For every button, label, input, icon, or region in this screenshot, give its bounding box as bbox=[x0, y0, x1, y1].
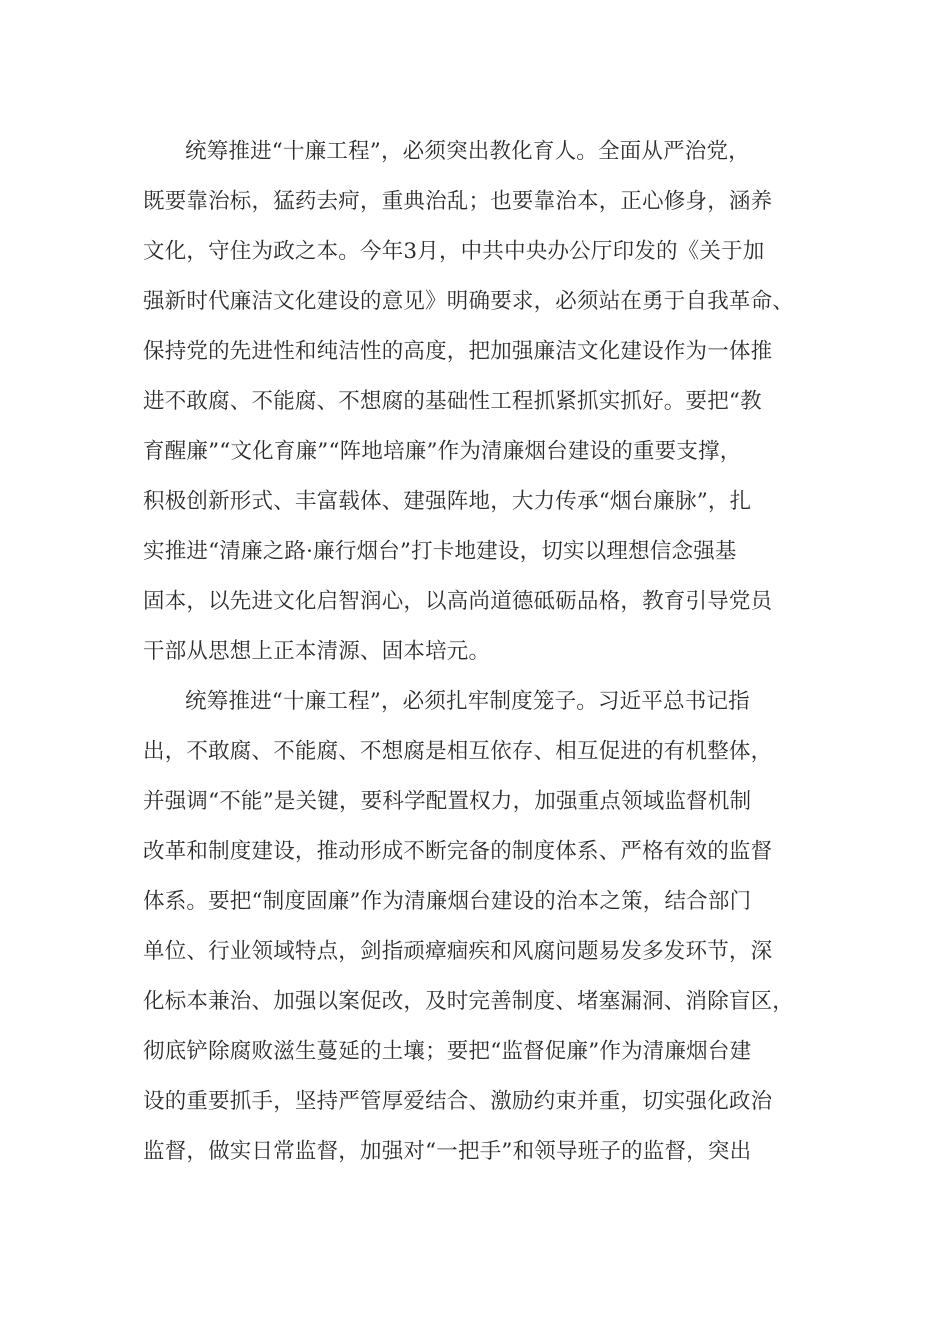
text-line: 设的重要抓手，坚持严管厚爱结合、激励约束并重，切实强化政治 bbox=[143, 1089, 773, 1114]
text-line: 彻底铲除腐败滋生蔓延的土壤；要把“监督促廉”作为清廉烟台建 bbox=[143, 1039, 752, 1064]
text-line: 育醒廉”“文化育廉”“阵地培廉”作为清廉烟台建设的重要支撑， bbox=[143, 439, 742, 464]
text-line: 实推进“清廉之路·廉行烟台”打卡地建设，切实以理想信念强基 bbox=[143, 539, 737, 564]
text-line: 化标本兼治、加强以案促改，及时完善制度、堵塞漏洞、消除盲区， bbox=[143, 989, 795, 1014]
text-line: 积极创新形式、丰富载体、建强阵地，大力传承“烟台廉脉”，扎 bbox=[143, 489, 752, 514]
text-line: 保持党的先进性和纯洁性的高度，把加强廉洁文化建设作为一体推 bbox=[143, 339, 773, 364]
text-line: 固本，以先进文化启智润心，以高尚道德砥砺品格，教育引导党员 bbox=[143, 589, 773, 614]
text-line: 监督，做实日常监督，加强对“一把手”和领导班子的监督，突出 bbox=[143, 1139, 752, 1164]
text-line: 并强调“不能”是关键，要科学配置权力，加强重点领域监督机制 bbox=[143, 789, 752, 814]
text-line: 改革和制度建设，推动形成不断完备的制度体系、严格有效的监督 bbox=[143, 839, 773, 864]
text-line: 体系。要把“制度固廉”作为清廉烟台建设的治本之策，结合部门 bbox=[143, 889, 752, 914]
text-line: 进不敢腐、不能腐、不想腐的基础性工程抓紧抓实抓好。要把“教 bbox=[143, 389, 762, 414]
text-line: 单位、行业领域特点，剑指顽瘴痼疾和风腐问题易发多发环节，深 bbox=[143, 939, 773, 964]
text-line: 出，不敢腐、不能腐、不想腐是相互依存、相互促进的有机整体， bbox=[143, 739, 773, 764]
text-line: 既要靠治标，猛药去疴，重典治乱；也要靠治本，正心修身，涵养 bbox=[143, 189, 773, 214]
text-line: 统筹推进“十廉工程”，必须扎牢制度笼子。习近平总书记指 bbox=[185, 689, 750, 714]
text-line: 文化，守住为政之本。今年3月，中共中央办公厅印发的《关于加 bbox=[143, 239, 765, 264]
text-line: 干部从思想上正本清源、固本培元。 bbox=[143, 639, 491, 664]
text-line: 强新时代廉洁文化建设的意见》明确要求，必须站在勇于自我革命、 bbox=[143, 289, 795, 314]
text-line: 统筹推进“十廉工程”，必须突出教化育人。全面从严治党， bbox=[185, 139, 750, 164]
